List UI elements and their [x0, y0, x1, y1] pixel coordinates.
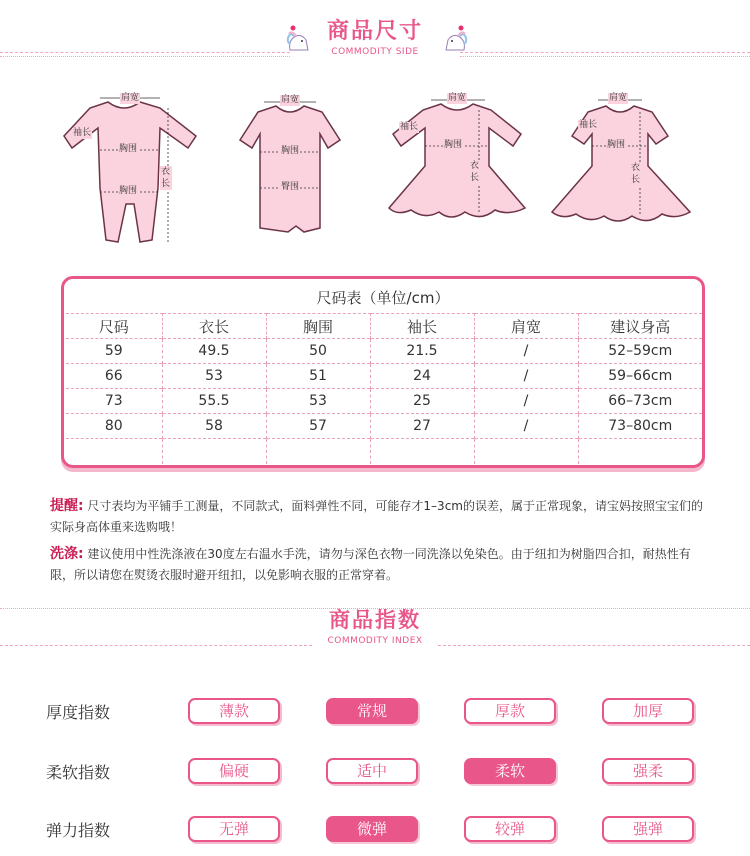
table-row — [66, 339, 702, 364]
label-shoulder: 肩宽 — [281, 95, 300, 105]
table-cell: 66 — [66, 364, 162, 389]
table-cell: / — [474, 364, 578, 389]
table-row-empty — [66, 439, 702, 464]
table-cell — [66, 439, 162, 464]
label-hip: 臀围 — [281, 182, 300, 192]
label-sleeve: 袖长 — [579, 120, 598, 130]
garment-long-sleeve-romper — [60, 92, 210, 252]
table-cell: 49.5 — [162, 339, 266, 364]
reminder-label: 提醒: — [50, 498, 84, 514]
wash-text: 建议使用中性洗涤液在30度左右温水手洗，请勿与深色衣物一同洗涤以免染色。由于纽扣为树脂四合扣，耐热性有限，所以请您在熨烫衣服时避开纽扣，以免影响衣服的正常穿着。 — [50, 547, 691, 582]
table-cell: 57 — [266, 414, 370, 439]
label-chest: 胸围 — [281, 146, 300, 156]
label-shoulder: 肩宽 — [609, 93, 628, 103]
label-chest: 胸围 — [444, 140, 463, 150]
wash-label: 洗涤: — [50, 546, 84, 562]
label-sleeve: 袖长 — [73, 128, 92, 138]
label-shoulder: 肩宽 — [448, 93, 467, 103]
table-cell: / — [474, 339, 578, 364]
label-chest-lower: 胸围 — [119, 186, 138, 196]
table-cell — [266, 439, 370, 464]
table-cell: 59–66cm — [578, 364, 702, 389]
table-cell: 58 — [162, 414, 266, 439]
label-length: 衣长 — [631, 163, 641, 185]
size-table — [66, 313, 702, 464]
index-label: 柔软指数 — [46, 763, 111, 782]
table-header-row — [66, 314, 702, 339]
size-table-card — [61, 276, 705, 468]
size-section-title: 商品尺寸 — [326, 19, 423, 44]
index-section-header — [0, 604, 750, 646]
column-header: 尺码 — [66, 314, 162, 339]
table-cell: 53 — [266, 389, 370, 414]
table-cell: 59 — [66, 339, 162, 364]
column-header: 建议身高 — [578, 314, 702, 339]
size-table-title: 尺码表（单位/cm） — [316, 289, 450, 307]
table-cell: / — [474, 414, 578, 439]
table-cell: 73–80cm — [578, 414, 702, 439]
table-cell: 50 — [266, 339, 370, 364]
table-cell: 55.5 — [162, 389, 266, 414]
table-cell: / — [474, 389, 578, 414]
table-cell: 51 — [266, 364, 370, 389]
reminder-text: 尺寸表均为平铺手工测量，不同款式，面料弹性不同，可能存才1–3cm的误差，属于正常现象，请宝妈按照宝宝们的实际身高体重来选购哦！ — [50, 499, 703, 534]
table-cell: 66–73cm — [578, 389, 702, 414]
index-label: 厚度指数 — [46, 703, 111, 722]
table-cell: 73 — [66, 389, 162, 414]
option-pill[interactable]: 较弹 — [464, 816, 556, 842]
option-pill-selected[interactable]: 柔软 — [464, 758, 556, 784]
table-cell: 24 — [370, 364, 474, 389]
column-header: 肩宽 — [474, 314, 578, 339]
option-pill-selected[interactable]: 微弹 — [326, 816, 418, 842]
index-row-thickness — [0, 696, 750, 726]
garment-short-sleeve-dress — [550, 92, 700, 252]
option-pill[interactable]: 无弹 — [188, 816, 280, 842]
label-chest: 胸围 — [607, 140, 626, 150]
romper-long-sleeve-drawing — [60, 92, 210, 252]
label-length: 衣长 — [161, 167, 171, 189]
romper-short-sleeve-drawing — [230, 92, 380, 252]
index-label: 弹力指数 — [46, 821, 111, 840]
table-cell — [474, 439, 578, 464]
option-pill[interactable]: 偏硬 — [188, 758, 280, 784]
column-header: 衣长 — [162, 314, 266, 339]
table-cell: 21.5 — [370, 339, 474, 364]
table-cell: 52–59cm — [578, 339, 702, 364]
index-row-elasticity — [0, 814, 750, 844]
wash-note — [50, 544, 710, 586]
garment-illustrations — [40, 92, 720, 252]
option-pill[interactable]: 薄款 — [188, 698, 280, 724]
option-pill-selected[interactable]: 常规 — [326, 698, 418, 724]
option-pill[interactable]: 厚款 — [464, 698, 556, 724]
table-cell — [162, 439, 266, 464]
table-cell: 80 — [66, 414, 162, 439]
column-header: 袖长 — [370, 314, 474, 339]
table-cell: 53 — [162, 364, 266, 389]
table-cell — [578, 439, 702, 464]
table-cell: 25 — [370, 389, 474, 414]
label-sleeve: 袖长 — [400, 122, 419, 132]
index-section-title: 商品指数 — [329, 608, 421, 632]
label-shoulder: 肩宽 — [121, 93, 140, 103]
table-row — [66, 414, 702, 439]
size-section-subtitle: COMMODITY SIDE — [331, 47, 419, 57]
table-row — [66, 364, 702, 389]
option-pill[interactable]: 加厚 — [602, 698, 694, 724]
size-section-header — [0, 14, 750, 57]
table-cell: 27 — [370, 414, 474, 439]
garment-short-sleeve-romper — [230, 92, 380, 252]
option-pill[interactable]: 强柔 — [602, 758, 694, 784]
column-header: 胸围 — [266, 314, 370, 339]
label-length: 衣长 — [470, 161, 480, 183]
dress-long-sleeve-drawing — [385, 92, 535, 252]
garment-long-sleeve-dress — [385, 92, 535, 252]
label-chest: 胸围 — [119, 144, 138, 154]
dress-short-sleeve-drawing — [550, 92, 700, 252]
option-pill[interactable]: 强弹 — [602, 816, 694, 842]
index-row-softness — [0, 756, 750, 786]
index-section-subtitle: COMMODITY INDEX — [327, 636, 423, 646]
reminder-note — [50, 496, 710, 538]
table-row — [66, 389, 702, 414]
option-pill[interactable]: 适中 — [326, 758, 418, 784]
table-cell — [370, 439, 474, 464]
